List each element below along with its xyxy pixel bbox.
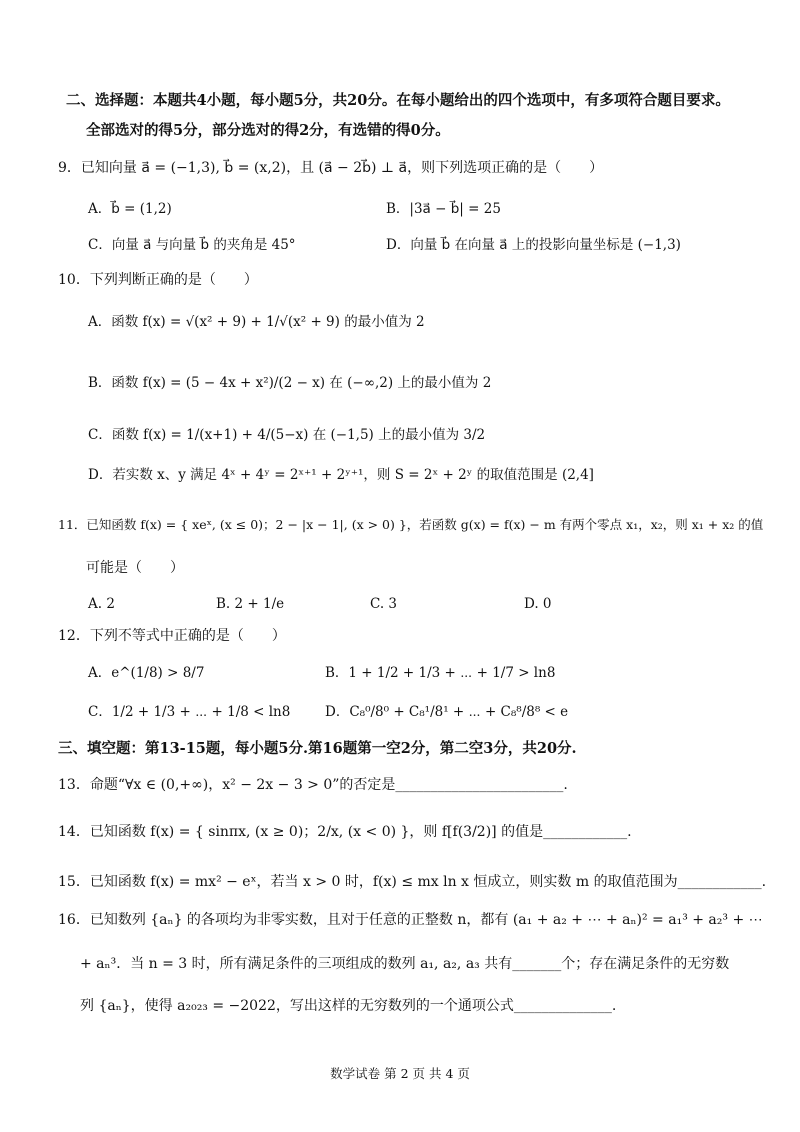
question-9-stem: 9．已知向量 a⃗ = (−1,3), b⃗ = (x,2)，且 (a⃗ − 2b⃗) ⊥ a⃗，则下列选项正确的是（ ）: [58, 160, 604, 176]
question-11-option-a: A. 2: [88, 596, 115, 612]
question-9-option-a: A．b⃗ = (1,2): [88, 201, 172, 217]
question-10-option-c: C．函数 f(x) = 1/(x+1) + 4/(5−x) 在 (−1,5) 上的最小值为 3/2: [88, 427, 486, 443]
section-3-title: 三、填空题：第13-15题，每小题5分.第16题第一空2分，第二空3分，共20分.: [58, 740, 577, 757]
question-11-option-b: B. 2 + 1/e: [216, 596, 285, 612]
question-12-option-b: B．1 + 1/2 + 1/3 + ⋯ + 1/7 > ln8: [325, 665, 556, 681]
question-14: 14．已知函数 f(x) = { sinπx, (x ≥ 0)；2/x, (x < 0) }，则 f[f(3/2)] 的值是____________.: [58, 824, 632, 840]
question-11-stem: 11．已知函数 f(x) = { xeˣ, (x ≤ 0)；2 − |x − 1|, (x > 0) }，若函数 g(x) = f(x) − m 有两个零点 x₁，x₂，则 x₁ + x₂ 的值: [58, 517, 764, 532]
page-footer: 数学试卷 第 2 页 共 4 页: [330, 1066, 470, 1081]
section-2-note: 全部选对的得5分，部分选对的得2分，有选错的得0分。: [86, 122, 450, 139]
question-12-stem: 12．下列不等式中正确的是（ ）: [58, 628, 286, 644]
question-16-line-2: + aₙ³．当 n = 3 时，所有满足条件的三项组成的数列 a₁, a₂, a₃ 共有_______个；存在满足条件的无穷数: [80, 956, 730, 972]
question-12-option-a: A．e^(1/8) > 8/7: [88, 665, 205, 681]
question-11-option-d: D. 0: [524, 596, 552, 612]
question-9-option-c: C．向量 a⃗ 与向量 b⃗ 的夹角是 45°: [88, 237, 296, 253]
question-13: 13．命题“∀x ∈ (0,+∞)，x² − 2x − 3 > 0”的否定是________________________.: [58, 777, 568, 793]
question-12-option-c: C．1/2 + 1/3 + ⋯ + 1/8 < ln8: [88, 704, 291, 720]
question-11-option-c: C. 3: [370, 596, 398, 612]
question-15: 15．已知函数 f(x) = mx² − eˣ，若当 x > 0 时，f(x) ≤ mx ln x 恒成立，则实数 m 的取值范围为____________.: [58, 874, 767, 890]
question-10-option-a: A．函数 f(x) = √(x² + 9) + 1/√(x² + 9) 的最小值为 2: [88, 314, 425, 330]
question-9-option-b: B．|3a⃗ − b⃗| = 25: [386, 201, 501, 217]
question-11-stem-continued: 可能是（ ）: [86, 560, 184, 576]
question-16-line-3: 列 {aₙ}，使得 a₂₀₂₃ = −2022，写出这样的无穷数列的一个通项公式______________.: [80, 998, 617, 1014]
question-12-option-d: D．C₈⁰/8⁰ + C₈¹/8¹ + ⋯ + C₈⁸/8⁸ < e: [325, 704, 569, 720]
section-2-title: 二、选择题：本题共4小题，每小题5分，共20分。在每小题给出的四个选项中，有多项符合题目要求。: [66, 92, 730, 109]
question-10-stem: 10．下列判断正确的是（ ）: [58, 272, 258, 288]
question-16-line-1: 16．已知数列 {aₙ} 的各项均为非零实数，且对于任意的正整数 n，都有 (a₁ + a₂ + ⋯ + aₙ)² = a₁³ + a₂³ + ⋯: [58, 912, 763, 928]
question-10-option-d: D．若实数 x、y 满足 4ˣ + 4ʸ = 2ˣ⁺¹ + 2ʸ⁺¹，则 S = 2ˣ + 2ʸ 的取值范围是 (2,4]: [88, 467, 594, 483]
question-10-option-b: B．函数 f(x) = (5 − 4x + x²)/(2 − x) 在 (−∞,2) 上的最小值为 2: [88, 375, 492, 391]
question-9-option-d: D．向量 b⃗ 在向量 a⃗ 上的投影向量坐标是 (−1,3): [386, 237, 681, 253]
